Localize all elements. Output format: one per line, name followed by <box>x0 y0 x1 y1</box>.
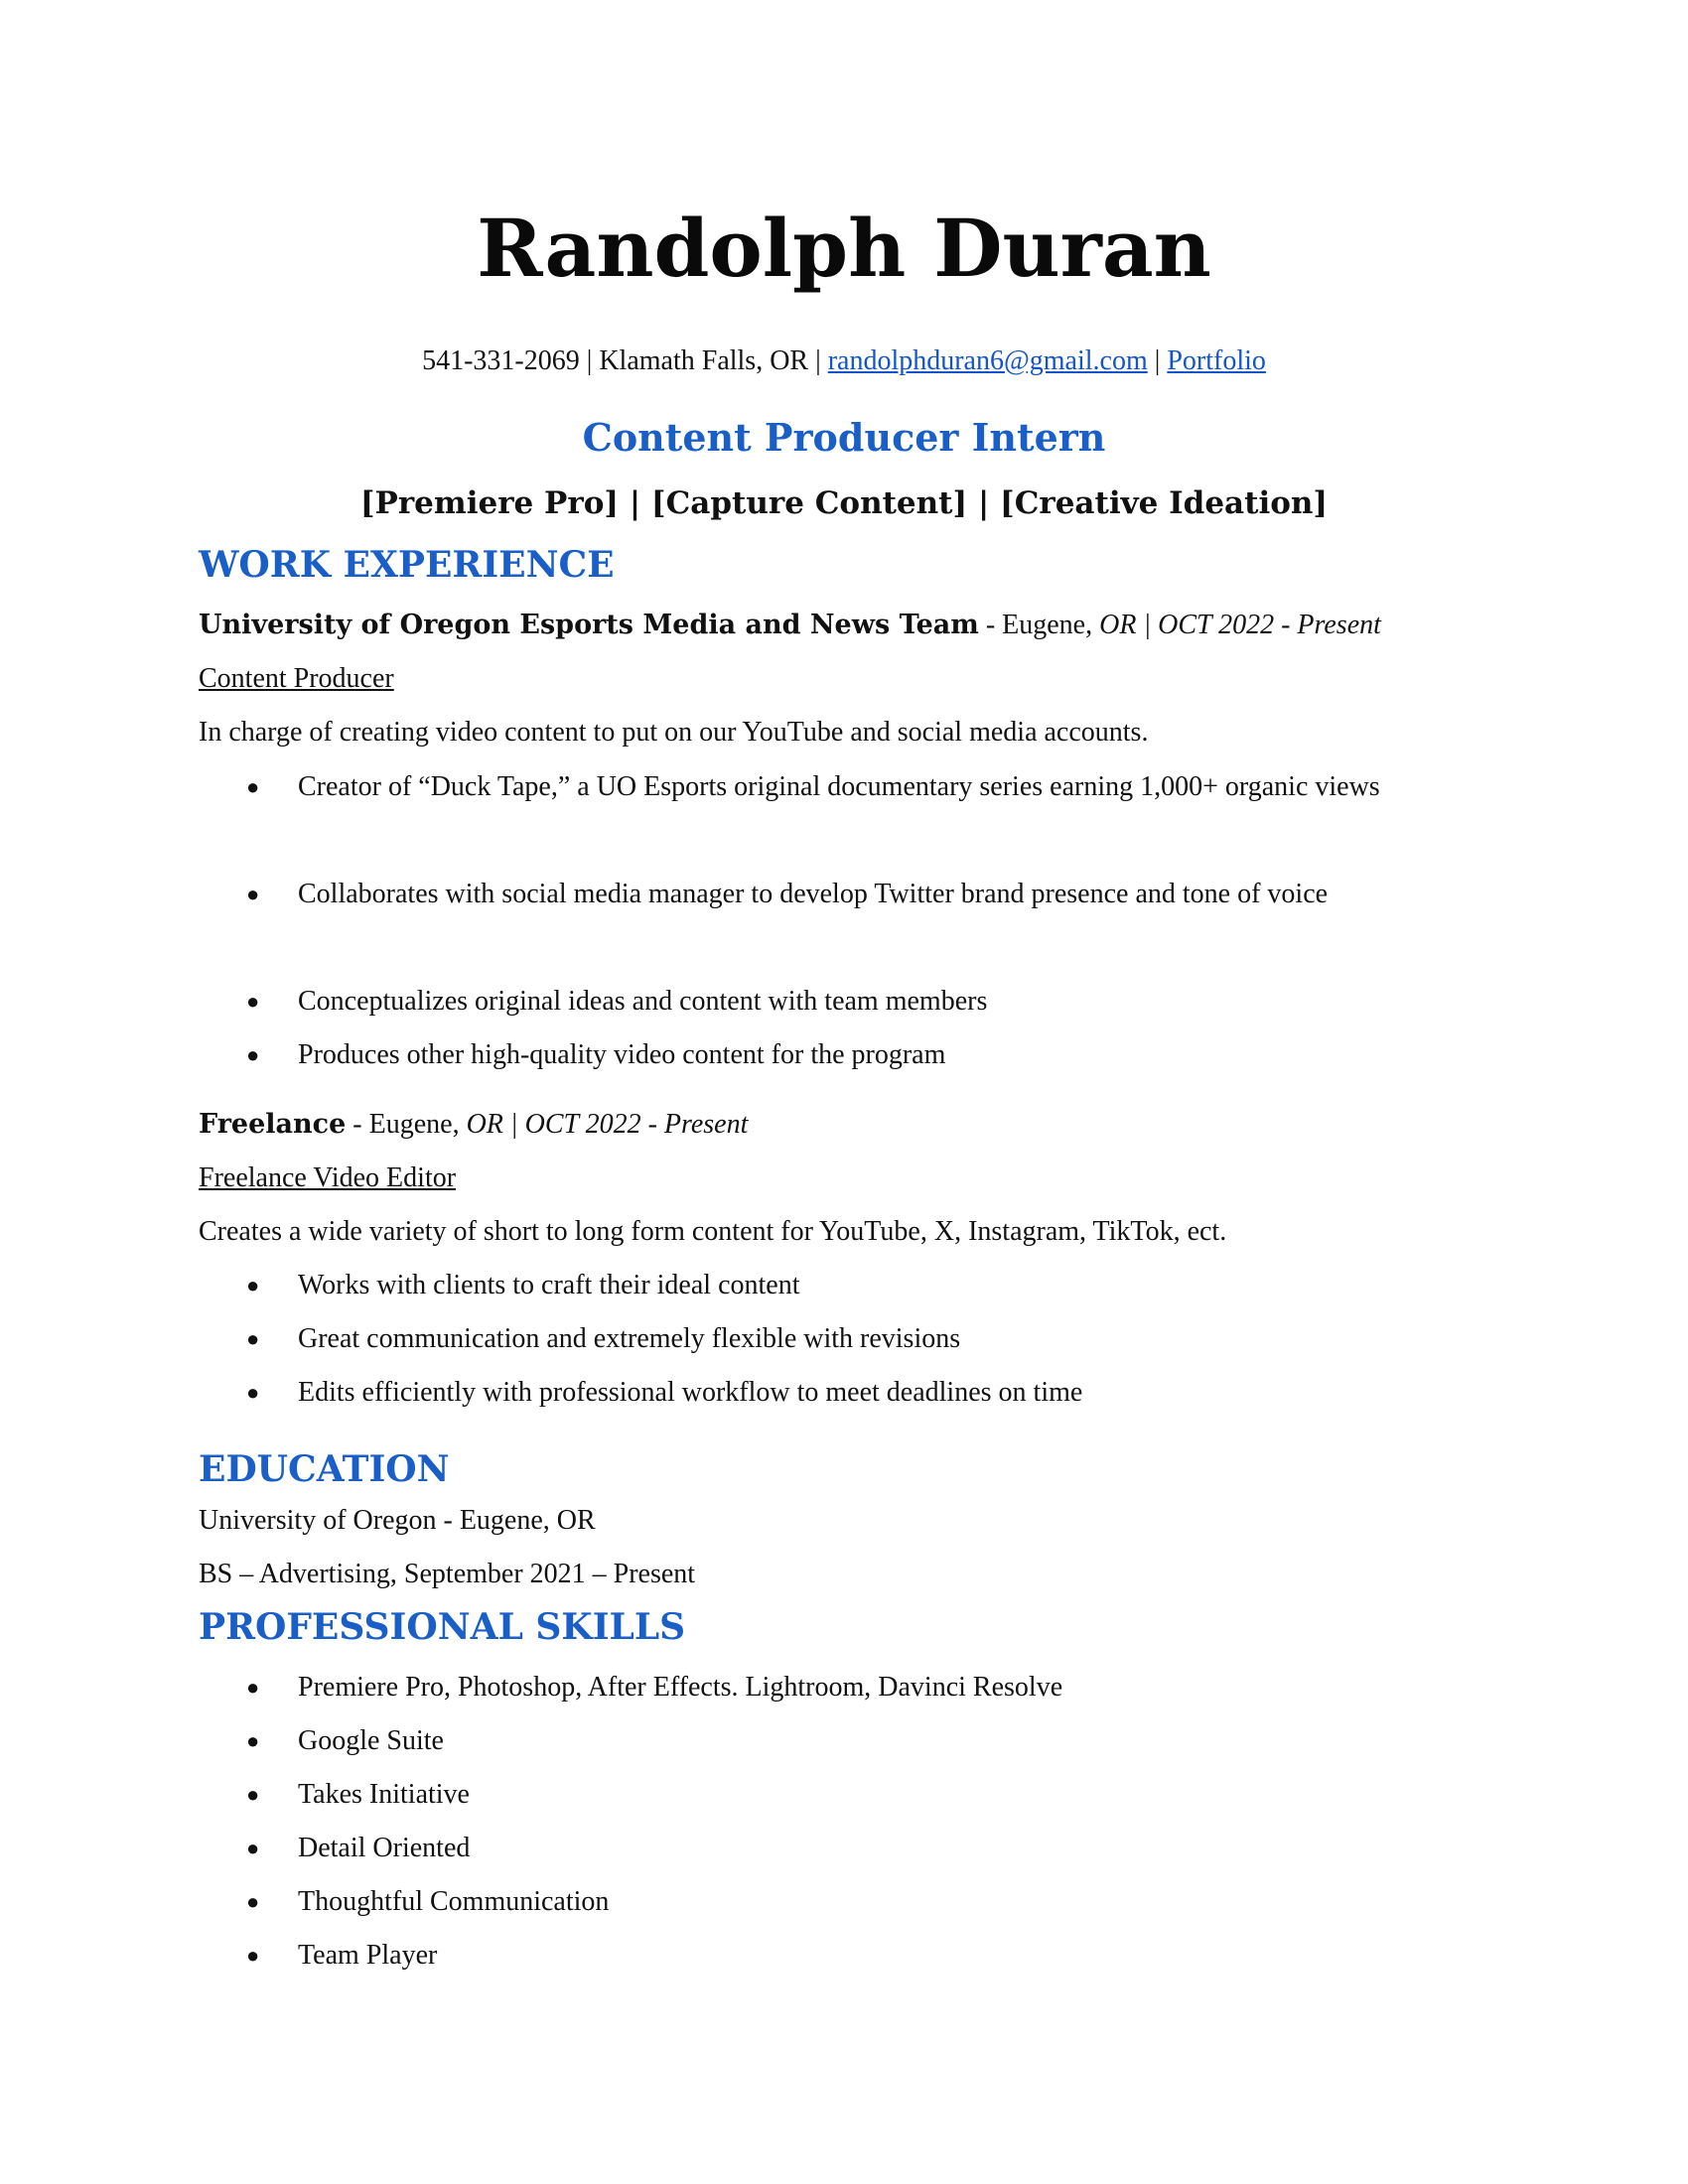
job-title-text: Content Producer <box>199 663 394 694</box>
list-item <box>246 1028 1477 1082</box>
bullet-dot-icon: ● <box>246 1943 260 1968</box>
job-organization: Freelance <box>199 1109 347 1140</box>
list-item <box>246 760 1477 814</box>
list-item-text: Great communication and extremely flexible with revisions <box>298 1323 961 1354</box>
list-item <box>246 1768 1477 1822</box>
list-item <box>246 1929 1477 1982</box>
list-item <box>246 1875 1477 1929</box>
job-summary: In charge of creating video content to put on our YouTube and social media accounts. <box>199 717 1149 748</box>
location: Klamath Falls, OR <box>599 345 809 376</box>
section-heading-work-experience: WORK EXPERIENCE <box>199 544 615 586</box>
section-heading-professional-skills: PROFESSIONAL SKILLS <box>199 1606 686 1648</box>
target-role: Content Producer Intern <box>582 415 1106 460</box>
list-item <box>246 1366 1477 1420</box>
bullet-dot-icon: ● <box>246 1326 260 1351</box>
list-item-text: Detail Oriented <box>298 1833 471 1863</box>
job-state: OR <box>1099 610 1137 640</box>
list-item <box>246 868 1477 921</box>
list-item-text: Google Suite <box>298 1725 444 1756</box>
bullet-dot-icon: ● <box>246 1836 260 1860</box>
bullet-dot-icon: ● <box>246 1675 260 1700</box>
list-item <box>246 1714 1477 1768</box>
list-item-text: Takes Initiative <box>298 1779 470 1810</box>
list-item-text: Thoughtful Communication <box>298 1886 610 1917</box>
bullet-dot-icon: ● <box>246 989 260 1014</box>
bullet-dot-icon: ● <box>246 1380 260 1405</box>
contact-line <box>0 341 1688 381</box>
list-item-text: Edits efficiently with professional workflow to meet deadlines on time <box>298 1377 1083 1408</box>
job-dates: | OCT 2022 - Present <box>1143 610 1381 640</box>
list-item-text: Produces other high-quality video content for the program <box>298 1039 946 1070</box>
portfolio-link[interactable]: Portfolio <box>1167 345 1266 376</box>
job-location: - Eugene, <box>352 1109 460 1140</box>
separator: | <box>815 345 821 376</box>
bullet-dot-icon: ● <box>246 882 260 906</box>
job-location: - Eugene, <box>985 610 1093 640</box>
job-title <box>199 1159 456 1198</box>
job-organization: University of Oregon Esports Media and News Team <box>199 610 979 640</box>
list-item <box>246 1822 1477 1875</box>
job-summary: Creates a wide variety of short to long form content for YouTube, X, Instagram, TikTok, ect. <box>199 1216 1227 1247</box>
list-item <box>246 1312 1477 1366</box>
job-title-text: Freelance Video Editor <box>199 1162 457 1193</box>
job-dates: | OCT 2022 - Present <box>509 1109 749 1140</box>
list-item <box>246 1259 1477 1312</box>
job-title <box>199 659 394 699</box>
list-item-text: Works with clients to craft their ideal content <box>298 1270 800 1300</box>
bullet-dot-icon: ● <box>246 1889 260 1914</box>
candidate-name: Randolph Duran <box>477 202 1211 295</box>
bullet-dot-icon: ● <box>246 1728 260 1753</box>
bullet-dot-icon: ● <box>246 1273 260 1297</box>
list-item <box>246 1661 1477 1714</box>
education-degree: BS – Advertising, September 2021 – Present <box>199 1559 696 1589</box>
list-item-text: Creator of “Duck Tape,” a UO Esports original documentary series earning 1,000+ organic views <box>298 771 1380 802</box>
section-heading-education: EDUCATION <box>199 1448 450 1490</box>
bullet-dot-icon: ● <box>246 1782 260 1807</box>
bullet-dot-icon: ● <box>246 774 260 799</box>
list-item-text: Collaborates with social media manager to develop Twitter brand presence and tone of voice <box>298 879 1329 909</box>
job-header <box>199 606 1381 645</box>
job-state: OR <box>466 1109 503 1140</box>
phone: 541-331-2069 <box>422 345 580 376</box>
list-item-text: Team Player <box>298 1940 438 1971</box>
email-link[interactable]: randolphduran6@gmail.com <box>827 345 1148 376</box>
list-item-text: Premiere Pro, Photoshop, After Effects. Lightroom, Davinci Resolve <box>298 1672 1063 1703</box>
separator: | <box>1154 345 1161 376</box>
list-item <box>246 975 1477 1028</box>
list-item-text: Conceptualizes original ideas and content with team members <box>298 986 988 1017</box>
key-skills: [Premiere Pro] | [Capture Content] | [Creative Ideation] <box>359 485 1329 521</box>
bullet-dot-icon: ● <box>246 1042 260 1067</box>
job-header <box>199 1105 748 1145</box>
separator: | <box>586 345 593 376</box>
education-school: University of Oregon - Eugene, OR <box>199 1505 596 1536</box>
